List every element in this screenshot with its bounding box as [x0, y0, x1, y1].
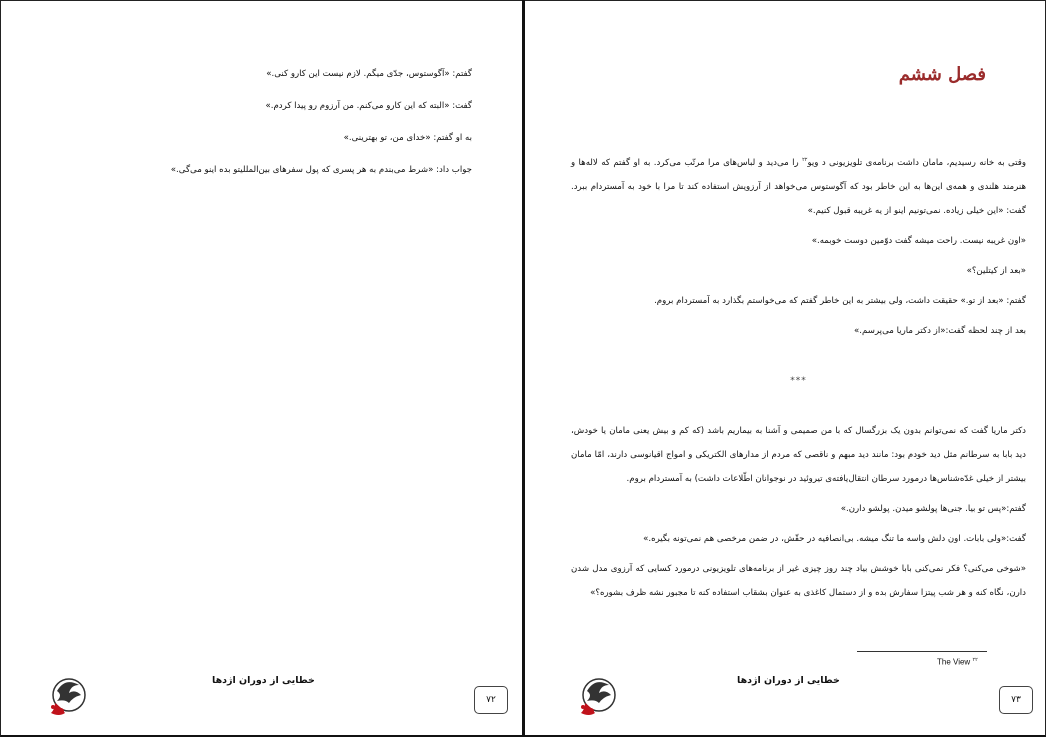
- left-page: [0, 0, 522, 737]
- dialogue-line: گفت:«ولی بابات. اون دلش واسه ما تنگ میشه. بی‌انصافیه در حقّش، در ضمن مرخصی هم نمی‌تونه بگیره.»: [643, 533, 1026, 544]
- paragraph-text: وقتی به خانه رسیدیم، مامان داشت برنامه‌ی تلویزیونی د ویو: [807, 157, 1027, 168]
- dialogue-line: گفت: «البته که این کارو می‌کنم. من آرزوم رو پیدا کردم.»: [265, 101, 472, 111]
- right-page: [525, 0, 1046, 737]
- dragon-seal-icon: [575, 673, 617, 719]
- dialogue-line: «اون غریبه نیست. راحت میشه گفت دوّمین دوست خوبمه.»: [811, 235, 1026, 246]
- dragon-seal-icon: [45, 673, 87, 719]
- dialogue-line: گفتم: «بعد از تو.» حقیقت داشت، ولی بیشتر به این خاطر گفتم که می‌خواستم بگذارد به آمستردام بروم.: [654, 295, 1026, 306]
- dialogue-line: گفتم: «آگوستوس، جدّی میگم. لازم نیست این کارو کنی.»: [266, 69, 472, 79]
- running-footer-title: خطایی از دوران اژدها: [212, 675, 315, 686]
- footnote: [937, 657, 978, 667]
- paragraph: [571, 148, 1026, 223]
- paragraph-text: را می‌دید و لباس‌های مرا مرتّب می‌کرد. به او گفتم که لاله‌ها و هنرمند هلندی و همه‌ی این‌ها به این خاطر بود که آگوستوس می‌خواهد از آرزویش استفاده کند تا مرا با خود به آمستردام ببرد. گفت: «این خیلی زیاده. نمی‌تونیم اینو از یه غریبه قبول کنیم.»: [571, 157, 1026, 216]
- footnote-number: ۲۲: [972, 657, 978, 663]
- paragraph: «شوخی می‌کنی؟ فکر نمی‌کنی بابا خوشش بیاد چند روز چیزی غیر از برنامه‌های تلویزیونی درمورد کسایی که آرزوی مدل شدن دارن، نگاه کنه و هر شب پیتزا سفارش بده و از دستمال کاغذی به عنوان بشقاب استفاده کنه تا مجبور نشه ظرف بشوره؟»: [571, 563, 1026, 598]
- right-page-body: [571, 148, 1026, 605]
- section-separator: ***: [790, 375, 807, 386]
- page-number: ۷۳: [999, 686, 1033, 714]
- dialogue-line: «بعد از کیتلین؟»: [966, 265, 1026, 276]
- dialogue-line: بعد از چند لحظه گفت:«از دکتر ماریا می‌پرسم.»: [854, 325, 1026, 336]
- paragraph: دکتر ماریا گفت که نمی‌توانم بدون یک بزرگسال که با من صمیمی و آشنا به بیماریم باشد (که کم و بیش یعنی مامان یا خودش، دید بابا به سرطانم مثل دید خودم بود: مانند دید مبهم و ناقصی که مردم از مدارهای الکتریکی و امواج اقیانوسی دارند، امّا مامان بیشتر از خیلی غدّه‌شناس‌ها درمورد سرطان انتقال‌یافته‌ی تیروئید در نوجوانان اطّلاعات داشت) به آمستردام بروم.: [571, 425, 1026, 484]
- footnote-marker: ۲۲: [802, 157, 808, 163]
- dialogue-line: به او گفتم: «خدای من، تو بهترینی.»: [343, 133, 472, 143]
- dialogue-line: جواب داد: «شرط می‌بندم به هر پسری که پول سفرهای بین‌المللیتو بده اینو می‌گی.»: [170, 165, 472, 175]
- footnote-text: The View: [937, 657, 971, 667]
- left-page-body: [32, 58, 472, 186]
- dialogue-line: گفتم:«پس تو بیا. جنی‌ها پولشو میدن. پولشو دارن.»: [840, 503, 1026, 514]
- running-footer-title: خطایی از دوران اژدها: [737, 675, 840, 686]
- footnote-rule: [857, 651, 987, 652]
- chapter-title: فصل ششم: [898, 64, 986, 85]
- page-number: ۷۲: [474, 686, 508, 714]
